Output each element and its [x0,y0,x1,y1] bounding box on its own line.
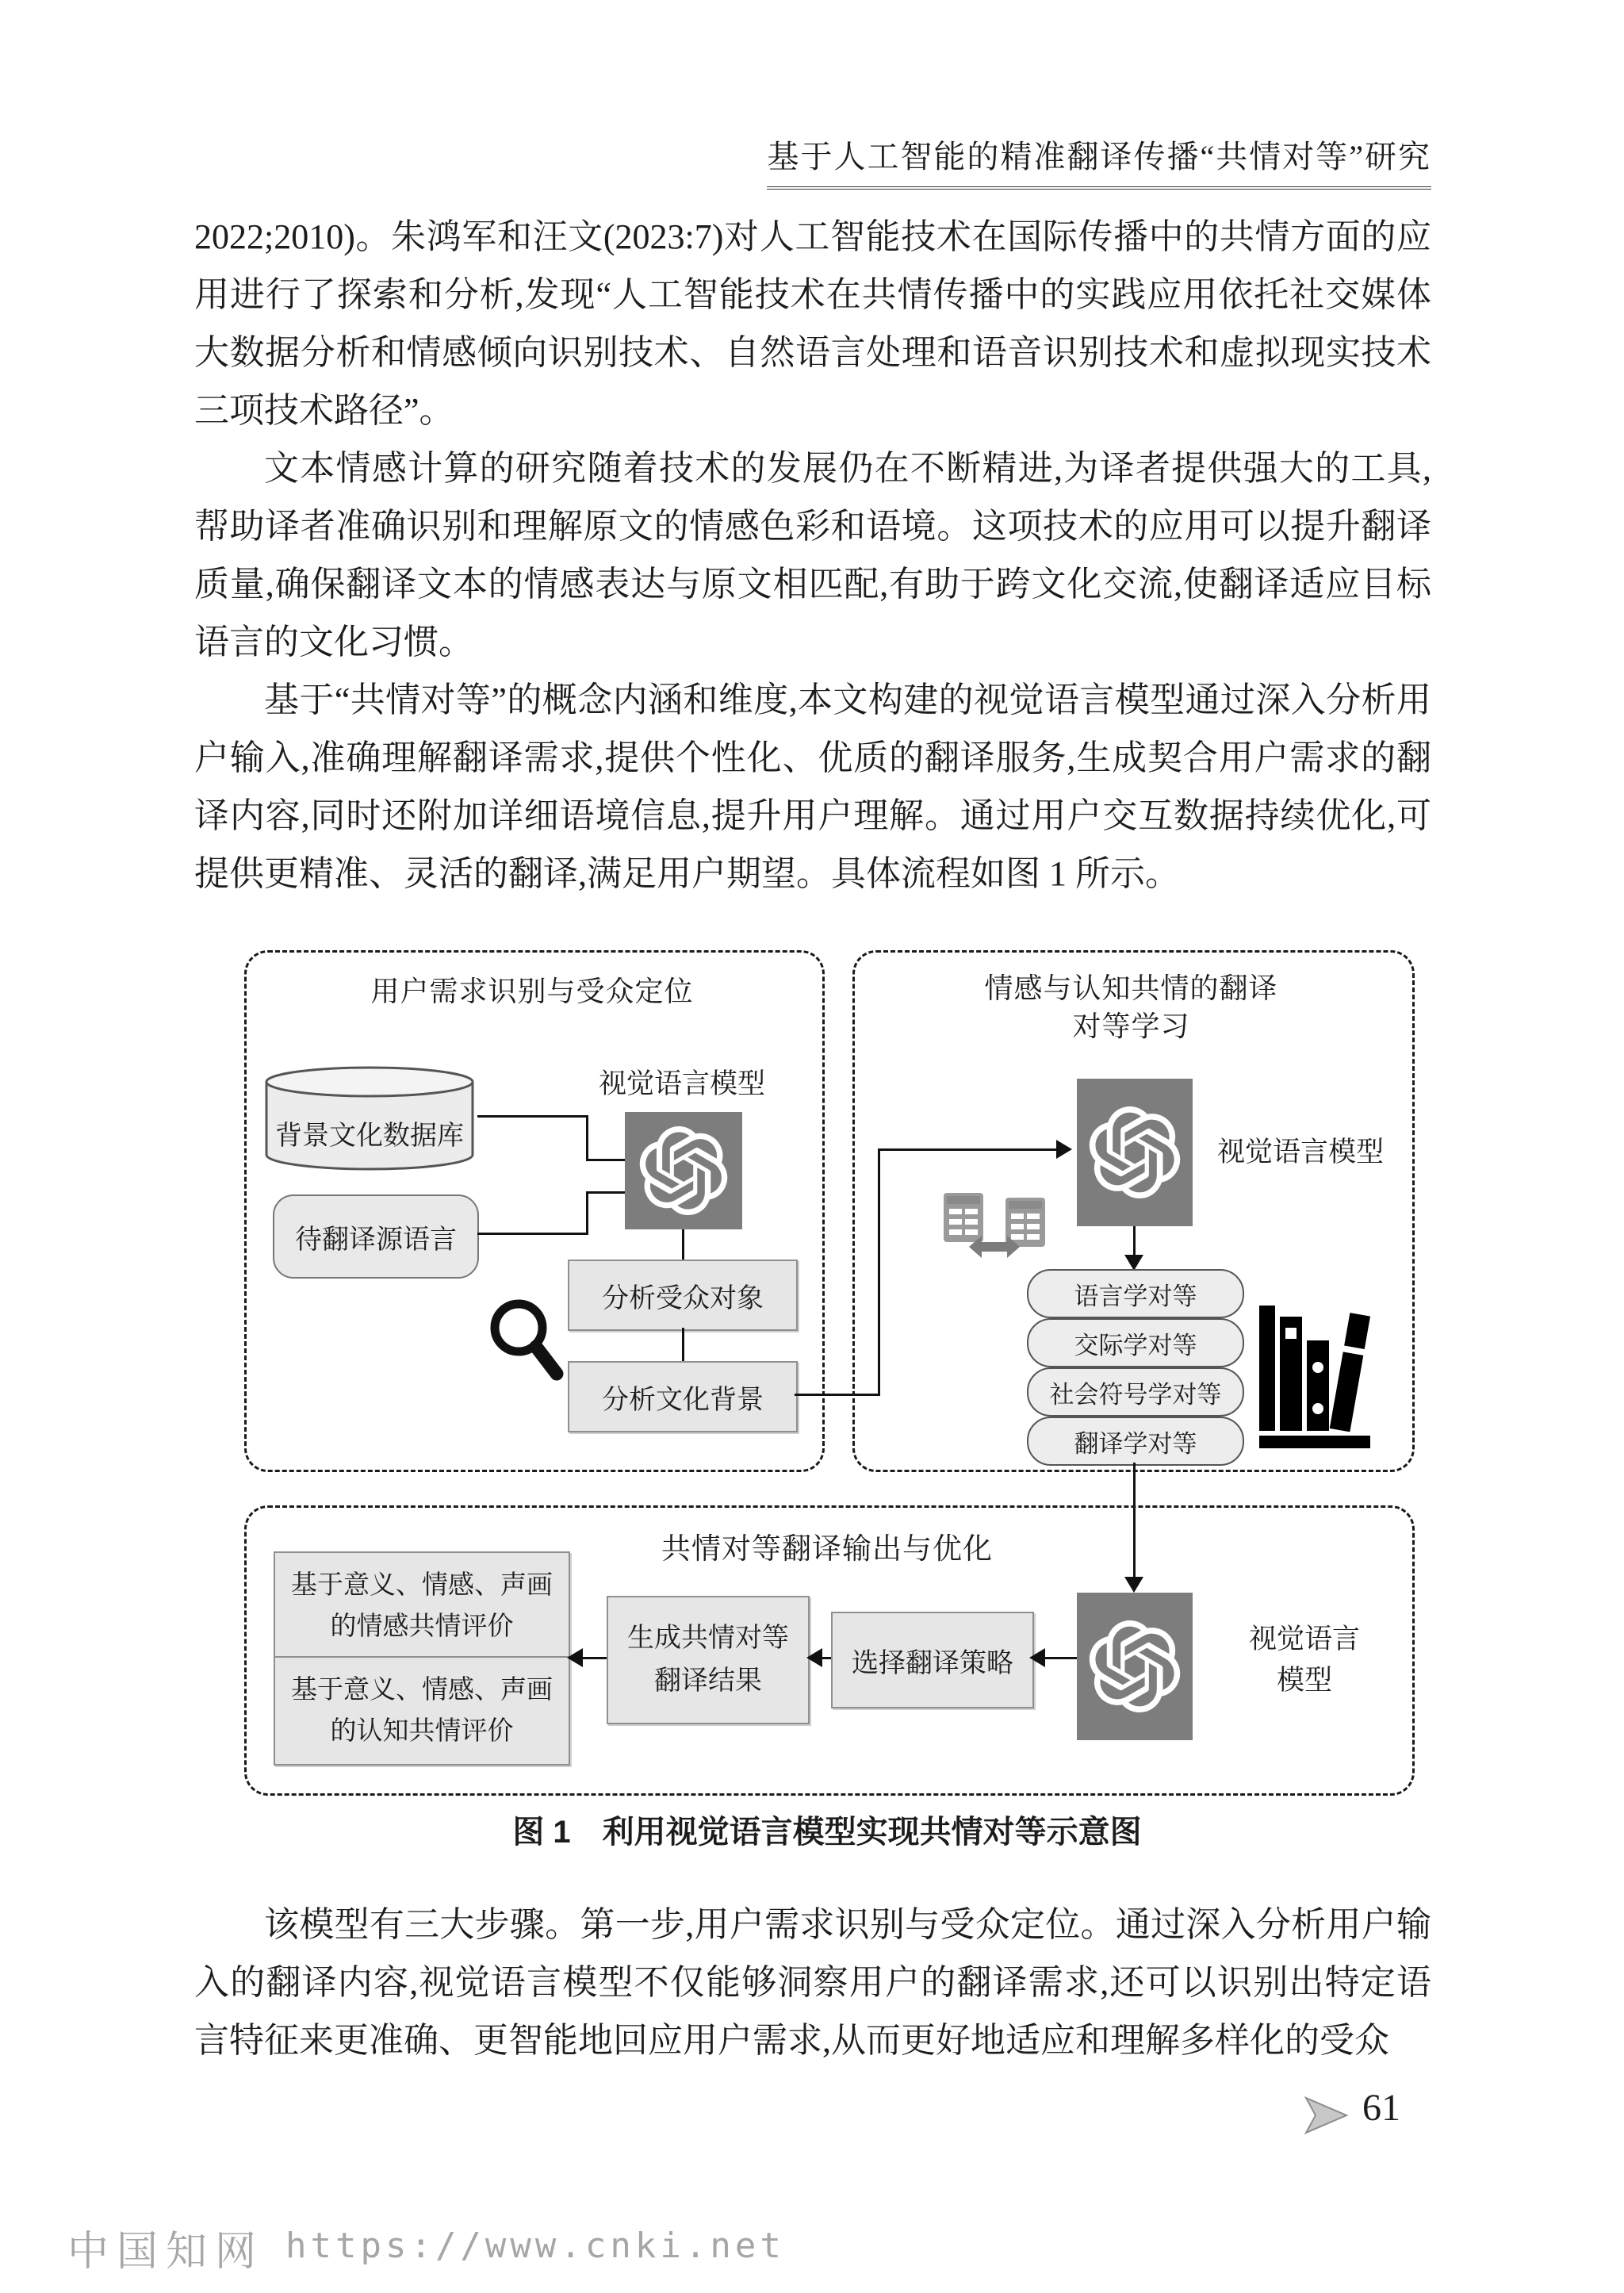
select-strategy-box [831,1612,1034,1708]
analyze-culture-box [568,1361,798,1432]
connector-logo-analyze [682,1229,684,1260]
body-text-top [194,208,1431,903]
analyze-culture-label: 分析文化背景 [602,1385,764,1415]
connector-generate-eval [583,1657,607,1659]
connector-db-v [586,1115,588,1161]
eval-cognitive-line1: 基于意义、情感、声画 [291,1676,553,1704]
page-number: 61 [1362,2087,1400,2129]
stack-box-translational [1027,1417,1244,1466]
generate-line2: 翻译结果 [654,1666,762,1696]
vlm-label-left: 视觉语言模型 [598,1068,765,1099]
panel-empathy-title-line1: 情感与认知共情的翻译 [984,972,1278,1004]
arrowhead-vlm2-stack [1124,1255,1143,1271]
connector-db-h2 [586,1159,625,1161]
generate-line1: 生成共情对等 [627,1624,789,1653]
panel-output-title: 共情对等翻译输出与优化 [661,1533,993,1566]
stack-label-sociosemiotic: 社会符号学对等 [1049,1380,1222,1409]
eval-cognitive-line2: 的认知共情评价 [330,1717,514,1746]
vlm-label-bottom-line1: 视觉语言 [1248,1624,1360,1655]
select-strategy-label: 选择翻译策略 [852,1648,1013,1678]
analyze-audience-label: 分析受众对象 [602,1283,764,1313]
stack-box-communicative [1027,1318,1244,1367]
generate-result-box [607,1596,810,1724]
connector-db-h [477,1115,588,1118]
arrowhead-generate-eval [567,1648,583,1667]
panel-user-need-title: 用户需求识别与受众定位 [370,976,694,1007]
connector-analyze-analyze [682,1328,684,1361]
paragraph-1: 2022;2010)。朱鸿军和汪文(2023:7)对人工智能技术在国际传播中的共情方面的应用进行了探索和分析,发现“人工智能技术在共情传播中的实践应用依托社交媒体大数据分析和情感倾向识别技术、自然语言处理和语音识别技术和虚拟现实技术三项技术路径”。 [194,217,1431,430]
paragraph-3: 基于“共情对等”的概念内涵和维度,本文构建的视觉语言模型通过深入分析用户输入,准确理解翻译需求,提供个性化、优质的翻译服务,生成契合用户需求的翻译内容,同时还附加详细语境信息,提升用户理解。通过用户交互数据持续优化,可提供更精准、灵活的翻译,满足用户期望。具体流程如图 1 所示。 [194,681,1431,893]
database-label: 背景文化数据库 [275,1121,464,1151]
paragraph-4: 该模型有三大步骤。第一步,用户需求识别与受众定位。通过深入分析用户输入的翻译内容,视觉语言模型不仅能够洞察用户的翻译需求,还可以识别出特定语言特征来更准确、更智能地回应用户需求,从而更好地适应和理解多样化的受众 [194,1905,1431,2060]
eval-affective-line2: 的情感共情评价 [330,1612,514,1641]
connector-src-h [477,1233,588,1235]
eval-affective-line1: 基于意义、情感、声画 [291,1571,553,1600]
eval-cognitive-box [274,1656,570,1766]
openai-logo-icon [625,1112,742,1229]
vlm-label-bottom-line2: 模型 [1276,1665,1332,1696]
openai-logo-icon [1077,1079,1193,1226]
connector-src-v [586,1191,588,1235]
connector-src-h2 [586,1191,625,1194]
stack-box-linguistic [1027,1269,1244,1318]
analyze-audience-box [568,1260,798,1331]
connector-select-generate [822,1657,831,1659]
source-language-label: 待翻译源语言 [295,1225,457,1255]
cnki-watermark-name: 中国知网 [67,2230,265,2275]
source-language-box [273,1194,479,1279]
figure-caption: 图 1 利用视觉语言模型实现共情对等示意图 [512,1815,1142,1850]
arrowhead-select-generate [806,1648,822,1667]
books-icon [1259,1299,1372,1451]
cnki-watermark-url: https://www.cnki.net [285,2226,785,2266]
page-title: 基于人工智能的精准翻译传播“共情对等”研究 [767,132,1431,190]
panel-empathy-title-line2: 对等学习 [1072,1010,1190,1042]
eval-affective-box [274,1551,570,1661]
arrowhead-vlm3-select [1029,1648,1045,1667]
running-head [767,132,1431,190]
stack-label-translational: 翻译学对等 [1074,1429,1197,1458]
connector-vlm3-select [1045,1657,1077,1659]
body-text-bottom [194,1896,1431,2069]
page-arrow-icon [1304,2096,1350,2135]
magnifier-icon [485,1294,569,1390]
vlm-label-right: 视觉语言模型 [1216,1137,1384,1168]
openai-logo-icon [1077,1593,1193,1740]
connector-vlm2-stack [1133,1226,1136,1255]
stack-label-linguistic: 语言学对等 [1074,1282,1197,1310]
data-exchange-icon [942,1191,1047,1263]
paragraph-2: 文本情感计算的研究随着技术的发展仍在不断精进,为译者提供强大的工具,帮助译者准确识别和理解原文的情感色彩和语境。这项技术的应用可以提升翻译质量,确保翻译文本的情感表达与原文相匹配,有助于跨文化交流,使翻译适应目标语言的文化习惯。 [194,449,1431,661]
stack-box-sociosemiotic [1027,1367,1244,1417]
stack-label-communicative: 交际学对等 [1074,1331,1197,1359]
